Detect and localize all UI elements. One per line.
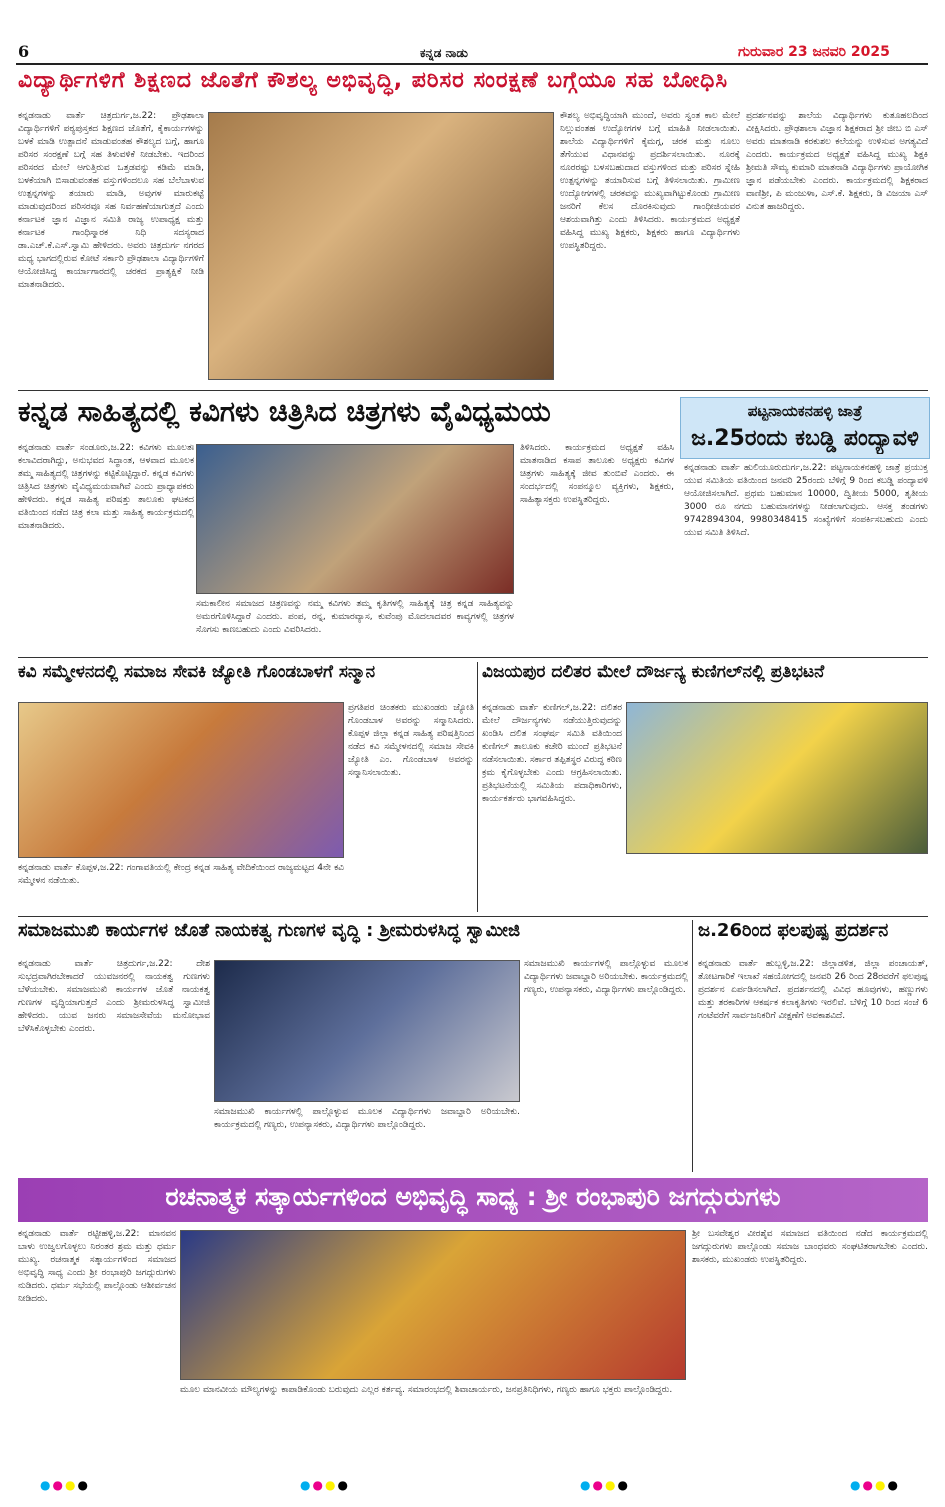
article-education-col1: ಕನ್ನಡನಾಡು ವಾರ್ತೆ ಚಿತ್ರದುರ್ಗ,ಜ.22: ಪ್ರೌಢಶಾಲಾ ವಿದ್ಯಾರ್ಥಿಗಳಿಗೆ ಪಠ್ಯಪುಸ್ತಕದ ಶಿಕ್ಷಣದ ಜೊತೆಗೆ, ಕೈಕಾರ್ಯಗಳನ್ನು ಬಳಕೆ ಮಾಡಿ ಉತ್ಪಾದನೆ ಮಾಡುವಂತಹ ಕೌಶಲ್ಯದ ಬಗ್ಗೆ, ಹಾಗೂ ಪರಿಸರ ಸಂರಕ್ಷಣೆ ಬಗ್ಗೆ ಸಹ ತಿಳುವಳಿಕೆ ನೀಡಬೇಕು. ಇದರಿಂದ ಪರಿಸರದ ಮೇಲೆ ಆಗುತ್ತಿರುವ ಒತ್ತಡವನ್ನು ಕಡಿಮೆ ಮಾಡಿ, ಬಳಕೆಯಾಗಿ ಬಿಸಾಡುವಂತಹ ವಸ್ತುಗಳಿಂದಲೂ ಸಹ ಬೆಲೆಬಾಳುವ ಉತ್ಪನ್ನಗಳನ್ನು ತಯಾರು ಮಾಡಿ, ಅವುಗಳ ಮಾರುಕಟ್ಟೆ ಮಾಡುವುದರಿಂದ ಪರಿಸರವೂ ಸಹ ನಿರ್ವಹಣೆಯಾಗುತ್ತದೆ ಎಂದು ಕರ್ನಾಟಕ ಜ್ಞಾನ ವಿಜ್ಞಾನ ಸಮಿತಿ ರಾಜ್ಯ ಉಪಾಧ್ಯಕ್ಷ ಮತ್ತು ಕರ್ನಾಟಕ ಗಾಂಧಿಸ್ಮಾರಕ ನಿಧಿ ಸದಸ್ಯರಾದ ಡಾ.ಎಚ್.ಕೆ.ಎಸ್.ಸ್ವಾಮಿ ಹೇಳಿದರು. ಅವರು ಚಿತ್ರದುರ್ಗ ನಗರದ ಮಧ್ಯ ಭಾಗದಲ್ಲಿರುವ ಕೋಟೆ ಸರ್ಕಾರಿ ಪ್ರೌಢಶಾಲಾ ವಿದ್ಯಾರ್ಥಿಗಳಿಗೆ ಆಯೋಜಿಸಿದ್ದ ಕಾರ್ಯಾಗಾರದಲ್ಲಿ ಚರಕದ ಪ್ರಾತ್ಯಕ್ಷಿಕೆ ನೀಡಿ ಮಾತನಾಡಿದರು. xyxy=(18,111,204,290)
masthead-rule xyxy=(16,63,928,65)
registration-dots-icon: ●●●● xyxy=(300,1478,350,1492)
article-education-col2: ಕೌಶಲ್ಯ ಅಭಿವೃದ್ಧಿಯಾಗಿ ಮುಂದೆ, ಅವರು ಸ್ವಂತ ಕಾಲ ಮೇಲೆ ನಿಲ್ಲುವಂತಹ ಉದ್ಯೋಗಗಳ ಬಗ್ಗೆ ಮಾಹಿತಿ ನೀಡಲಾಯಿತು. ಶಾಲೆಯ ವಿದ್ಯಾರ್ಥಿಗಳಿಗೆ ಕೈಮಗ್ಗ, ಚರಕ ಮತ್ತು ನೂಲು ತೆಗೆಯುವ ವಿಧಾನವನ್ನು ಪ್ರದರ್ಶಿಸಲಾಯಿತು. ನೂರಕ್ಕೆ ನೂರರಷ್ಟು ಬಳಸಬಹುದಾದ ವಸ್ತುಗಳಿಂದ ಮತ್ತು ಪರಿಸರ ಸ್ನೇಹಿ ಉತ್ಪನ್ನಗಳನ್ನು ತಯಾರಿಸುವ ಬಗ್ಗೆ ತಿಳಿಸಲಾಯಿತು. ಗ್ರಾಮೀಣ ಉದ್ಯೋಗಗಳಲ್ಲಿ ಚರಕವನ್ನು ಮುಖ್ಯವಾಗಿಟ್ಟುಕೊಂಡು ಗ್ರಾಮೀಣ ಜನರಿಗೆ ಕೆಲಸ ದೊರಕಿಸುವುದು ಗಾಂಧೀಜಿಯವರ ಆಶಯವಾಗಿತ್ತು ಎಂದು ತಿಳಿಸಿದರು. ಕಾರ್ಯಕ್ರಮದ ಅಧ್ಯಕ್ಷತೆ ವಹಿಸಿದ್ದ ಮುಖ್ಯ ಶಿಕ್ಷಕರು, ಶಿಕ್ಷಕರು ಹಾಗೂ ವಿದ್ಯಾರ್ಥಿಗಳು ಉಪಸ್ಥಿತರಿದ್ದರು. xyxy=(560,111,740,251)
article-literature-col3: ತಿಳಿಸಿದರು. ಕಾರ್ಯಕ್ರಮದ ಅಧ್ಯಕ್ಷತೆ ವಹಿಸಿ ಮಾತನಾಡಿದ ಕಸಾಪ ತಾಲೂಕು ಅಧ್ಯಕ್ಷರು ಕವಿಗಳ ಚಿತ್ರಗಳು ಸಾಹಿತ್ಯಕ್ಕೆ ಜೀವ ತುಂಬಿವೆ ಎಂದರು. ಈ ಸಂದರ್ಭದಲ್ಲಿ ಸಂಪನ್ಮೂಲ ವ್ಯಕ್ತಿಗಳು, ಶಿಕ್ಷಕರು, ಸಾಹಿತ್ಯಾಸಕ್ತರು ಉಪಸ್ಥಿತರಿದ್ದರು. xyxy=(520,443,674,505)
article-rambhapuri-col3: ಶ್ರೀ ಬಸವೇಶ್ವರ ವೀರಶೈವ ಸಮಾಜದ ವತಿಯಿಂದ ನಡೆದ ಕಾರ್ಯಕ್ರಮದಲ್ಲಿ ಜಗದ್ಗುರುಗಳು ಪಾಲ್ಗೊಂಡು ಸಮಾಜ ಬಾಂಧವರು ಸಂಘಟಿತರಾಗಬೇಕು ಎಂದರು. ಶಾಸಕರು, ಮುಖಂಡರು ಉಪಸ್ಥಿತರಿದ್ದರು. xyxy=(692,1229,928,1265)
article-flower-show: ಕನ್ನಡನಾಡು ವಾರ್ತೆ ಹುಬ್ಬಳ್ಳಿ,ಜ.22: ಜಿಲ್ಲಾಡಳಿತ, ಜಿಲ್ಲಾ ಪಂಚಾಯತ್, ತೋಟಗಾರಿಕೆ ಇಲಾಖೆ ಸಹಯೋಗದಲ್ಲಿ ಜನವರಿ 26 ರಿಂದ 28ರವರೆಗೆ ಫಲಪುಷ್ಪ ಪ್ರದರ್ಶನ ಏರ್ಪಡಿಸಲಾಗಿದೆ. ಪ್ರದರ್ಶನದಲ್ಲಿ ವಿವಿಧ ಹೂವುಗಳು, ಹಣ್ಣುಗಳು ಮತ್ತು ತರಕಾರಿಗಳ ಆಕರ್ಷಕ ಕಲಾಕೃತಿಗಳು ಇರಲಿವೆ. ಬೆಳಿಗ್ಗೆ 10 ರಿಂದ ಸಂಜೆ 6 ಗಂಟೆವರೆಗೆ ಸಾರ್ವಜನಿಕರಿಗೆ ವೀಕ್ಷಣೆಗೆ ಅವಕಾಶವಿದೆ. xyxy=(698,959,928,1021)
headline-flower-show: ಜ.26ರಿಂದ ಫಲಪುಷ್ಪ ಪ್ರದರ್ಶನ xyxy=(698,920,889,941)
divider xyxy=(477,662,478,912)
divider xyxy=(692,920,693,1172)
article-jyothi-col1: ಕನ್ನಡನಾಡು ವಾರ್ತೆ ಕೊಪ್ಪಳ,ಜ.22: ಗಂಗಾವತಿಯಲ್ಲಿ ಕೇಂದ್ರ ಕನ್ನಡ ಸಾಹಿತ್ಯ ವೇದಿಕೆಯಿಂದ ರಾಜ್ಯಮಟ್ಟದ 4ನೇ ಕವಿ ಸಮ್ಮೇಳನ ನಡೆಯಿತು. xyxy=(18,863,344,886)
photo-kunigal-protest xyxy=(626,702,928,854)
article-kunigal-col1: ಕನ್ನಡನಾಡು ವಾರ್ತೆ ಕುಣಿಗಲ್,ಜ.22: ದಲಿತರ ಮೇಲೆ ದೌರ್ಜನ್ಯಗಳು ನಡೆಯುತ್ತಿರುವುದನ್ನು ಖಂಡಿಸಿ ದಲಿತ ಸಂಘರ್ಷ ಸಮಿತಿ ವತಿಯಿಂದ ಕುಣಿಗಲ್ ತಾಲೂಕು ಕಚೇರಿ ಮುಂದೆ ಪ್ರತಿಭಟನೆ ನಡೆಸಲಾಯಿತು. ಸರ್ಕಾರ ತಪ್ಪಿತಸ್ಥರ ವಿರುದ್ಧ ಕಠಿಣ ಕ್ರಮ ಕೈಗೊಳ್ಳಬೇಕು ಎಂದು ಆಗ್ರಹಿಸಲಾಯಿತು. ಪ್ರತಿಭಟನೆಯಲ್ಲಿ ಸಮಿತಿಯ ಪದಾಧಿಕಾರಿಗಳು, ಕಾರ್ಯಕರ್ತರು ಭಾಗವಹಿಸಿದ್ದರು. xyxy=(482,703,622,804)
headline-rambhapuri: ರಚನಾತ್ಮಕ ಸತ್ಕಾರ್ಯಗಳಿಂದ ಅಭಿವೃದ್ಧಿ ಸಾಧ್ಯ : ಶ್ರೀ ರಂಭಾಪುರಿ ಜಗದ್ಗುರುಗಳು xyxy=(165,1182,781,1211)
issue-date: ಗುರುವಾರ 23 ಜನವರಿ 2025 xyxy=(738,44,890,60)
registration-dots-icon: ●●●● xyxy=(850,1478,900,1492)
article-leadership-col1: ಕನ್ನಡನಾಡು ವಾರ್ತೆ ಚಿತ್ರದುರ್ಗ,ಜ.22: ದೇಶ ಸುಭದ್ರವಾಗಿರಬೇಕಾದರೆ ಯುವಜನರಲ್ಲಿ ನಾಯಕತ್ವ ಗುಣಗಳು ಬೆಳೆಯಬೇಕು. ಸಮಾಜಮುಖಿ ಕಾರ್ಯಗಳ ಜೊತೆ ನಾಯಕತ್ವ ಗುಣಗಳ ವೃದ್ಧಿಯಾಗುತ್ತದೆ ಎಂದು ಶ್ರೀಮರುಳಸಿದ್ಧ ಸ್ವಾಮೀಜಿ ಹೇಳಿದರು. ಯುವ ಜನರು ಸಮಾಜಸೇವೆಯ ಮನೋಭಾವ ಬೆಳೆಸಿಕೊಳ್ಳಬೇಕು ಎಂದರು. xyxy=(18,959,210,1034)
divider xyxy=(18,390,928,391)
article-literature-col2: ಸಮಕಾಲೀನ ಸಮಾಜದ ಚಿತ್ರಣವನ್ನು ನಮ್ಮ ಕವಿಗಳು ತಮ್ಮ ಕೃತಿಗಳಲ್ಲಿ ಸಾಹಿತ್ಯಕ್ಕೆ ಚಿತ್ರ ಕನ್ನಡ ಸಾಹಿತ್ಯವನ್ನು ಅಮರಗೊಳಿಸಿದ್ದಾರೆ ಎಂದರು. ಪಂಪ, ರನ್ನ, ಕುಮಾರವ್ಯಾಸ, ಕುವೆಂಪು ಮೊದಲಾದವರ ಕಾವ್ಯಗಳಲ್ಲಿ ಚಿತ್ರಗಳ ಸೊಗಸು ಕಾಣಬಹುದು ಎಂದು ವಿವರಿಸಿದರು. xyxy=(196,599,514,635)
paper-name: ಕನ್ನಡ ನಾಡು xyxy=(420,46,468,60)
photo-jyothi-honour xyxy=(18,702,344,858)
article-leadership-col3: ಸಮಾಜಮುಖಿ ಕಾರ್ಯಗಳಲ್ಲಿ ಪಾಲ್ಗೊಳ್ಳುವ ಮೂಲಕ ವಿದ್ಯಾರ್ಥಿಗಳು ಜವಾಬ್ದಾರಿ ಅರಿಯಬೇಕು. ಕಾರ್ಯಕ್ರಮದಲ್ಲಿ ಗಣ್ಯರು, ಉಪನ್ಯಾಸಕರು, ವಿದ್ಯಾರ್ಥಿಗಳು ಪಾಲ್ಗೊಂಡಿದ್ದರು. xyxy=(524,959,688,995)
headline-education: ವಿದ್ಯಾರ್ಥಿಗಳಿಗೆ ಶಿಕ್ಷಣದ ಜೊತೆಗೆ ಕೌಶಲ್ಯ ಅಭಿವೃದ್ಧಿ, ಪರಿಸರ ಸಂರಕ್ಷಣೆ ಬಗ್ಗೆಯೂ ಸಹ ಬೋಧಿಸಿ xyxy=(18,68,729,93)
headline-leadership: ಸಮಾಜಮುಖಿ ಕಾರ್ಯಗಳ ಜೊತೆ ನಾಯಕತ್ವ ಗುಣಗಳ ವೃದ್ಧಿ : ಶ್ರೀಮರುಳಸಿದ್ಧ ಸ್ವಾಮೀಜಿ xyxy=(18,920,521,941)
divider xyxy=(18,657,928,658)
headline-jyothi-honour: ಕವಿ ಸಮ್ಮೇಳನದಲ್ಲಿ ಸಮಾಜ ಸೇವಕಿ ಜ್ಯೋತಿ ಗೊಂಡಬಾಳಗೆ ಸನ್ಮಾನ xyxy=(18,662,376,682)
article-rambhapuri-col2: ಮೂಲ ಮಾನವೀಯ ಮೌಲ್ಯಗಳನ್ನು ಕಾಪಾಡಿಕೊಂಡು ಬರುವುದು ಎಲ್ಲರ ಕರ್ತವ್ಯ. ಸಮಾರಂಭದಲ್ಲಿ ಶಿವಾಚಾರ್ಯರು, ಜನಪ್ರತಿನಿಧಿಗಳು, ಗಣ್ಯರು ಹಾಗೂ ಭಕ್ತರು ಪಾಲ್ಗೊಂಡಿದ್ದರು. xyxy=(180,1385,673,1395)
headline-kannada-literature: ಕನ್ನಡ ಸಾಹಿತ್ಯದಲ್ಲಿ ಕವಿಗಳು ಚಿತ್ರಿಸಿದ ಚಿತ್ರಗಳು ವೈವಿಧ್ಯಮಯ xyxy=(18,395,551,428)
registration-dots-icon: ●●●● xyxy=(580,1478,630,1492)
article-leadership-col2: ಸಮಾಜಮುಖಿ ಕಾರ್ಯಗಳಲ್ಲಿ ಪಾಲ್ಗೊಳ್ಳುವ ಮೂಲಕ ವಿದ್ಯಾರ್ಥಿಗಳು ಜವಾಬ್ದಾರಿ ಅರಿಯಬೇಕು. ಕಾರ್ಯಕ್ರಮದಲ್ಲಿ ಗಣ್ಯರು, ಉಪನ್ಯಾಸಕರು, ವಿದ್ಯಾರ್ಥಿಗಳು ಪಾಲ್ಗೊಂಡಿದ್ದರು. xyxy=(214,1107,520,1130)
article-jyothi-col2: ಪ್ರಗತಿಪರ ಚಿಂತಕರು ಮುಖಂಡರು ಜ್ಯೋತಿ ಗೊಂಡಬಾಳ ಅವರನ್ನು ಸನ್ಮಾನಿಸಿದರು. ಕೊಪ್ಪಳ ಜಿಲ್ಲಾ ಕನ್ನಡ ಸಾಹಿತ್ಯ ಪರಿಷತ್ತಿನಿಂದ ನಡೆದ ಕವಿ ಸಮ್ಮೇಳನದಲ್ಲಿ ಸಮಾಜ ಸೇವಕಿ ಜ್ಯೋತಿ ಎಂ. ಗೊಂಡಬಾಳ ಅವರನ್ನು ಸನ್ಮಾನಿಸಲಾಯಿತು. xyxy=(348,703,474,778)
divider xyxy=(18,916,928,917)
article-literature-col1: ಕನ್ನಡನಾಡು ವಾರ್ತೆ ಸಂಡೂರು,ಜ.22: ಕವಿಗಳು ಮೂಲತಃ ಕಲಾವಿದರಾಗಿದ್ದು, ಅನುಭವದ ಸಿದ್ಧಾಂತ, ಆಳವಾದ ಮೂಲಕ ತಮ್ಮ ಸಾಹಿತ್ಯದಲ್ಲಿ ಚಿತ್ರಗಳನ್ನು ಕಟ್ಟಿಕೊಟ್ಟಿದ್ದಾರೆ. ಕನ್ನಡ ಕವಿಗಳು ಚಿತ್ರಿಸಿದ ಚಿತ್ರಗಳು ವೈವಿಧ್ಯಮಯವಾಗಿವೆ ಎಂದು ಪ್ರಾಧ್ಯಾಪಕರು ಹೇಳಿದರು. ಕನ್ನಡ ಸಾಹಿತ್ಯ ಪರಿಷತ್ತು ತಾಲೂಕು ಘಟಕದ ವತಿಯಿಂದ ನಡೆದ ಚಿತ್ರ ಕಲಾ ಮತ್ತು ಸಾಹಿತ್ಯ ಕಾರ್ಯಕ್ರಮದಲ್ಲಿ ಮಾತನಾಡಿದರು. xyxy=(18,443,194,531)
kabaddi-box-headline: ಜ.25ರಂದು ಕಬಡ್ಡಿ ಪಂದ್ಯಾವಳಿ xyxy=(691,426,919,451)
photo-leadership-event xyxy=(214,960,520,1102)
headline-kunigal-protest: ವಿಜಯಪುರ ದಲಿತರ ಮೇಲೆ ದೌರ್ಜನ್ಯ ಕುಣಿಗಲ್‌ನಲ್ಲಿ ಪ್ರತಿಭಟನೆ xyxy=(482,662,825,682)
photo-charaka-demo xyxy=(208,112,554,380)
registration-dots-icon: ●●●● xyxy=(40,1478,90,1492)
article-education-col3: ಪ್ರದರ್ಶನವನ್ನು ಶಾಲೆಯ ವಿದ್ಯಾರ್ಥಿಗಳು ಕುತೂಹಲದಿಂದ ವೀಕ್ಷಿಸಿದರು. ಪ್ರೌಢಶಾಲಾ ವಿಜ್ಞಾನ ಶಿಕ್ಷಕರಾದ ಶ್ರೀ ಜೀಬ ಬಿ ಎಸ್ ಅವರು ಮಾತನಾಡಿ ಕರಕುಶಲ ಕಲೆಯನ್ನು ಉಳಿಸುವ ಅಗತ್ಯವಿದೆ ಎಂದರು. ಕಾರ್ಯಕ್ರಮದ ಅಧ್ಯಕ್ಷತೆ ವಹಿಸಿದ್ದ ಮುಖ್ಯ ಶಿಕ್ಷಕಿ ಶ್ರೀಮತಿ ಸೌಮ್ಯ ಕುಮಾರಿ ಮಾತನಾಡಿ ವಿದ್ಯಾರ್ಥಿಗಳು ಪ್ರಾಯೋಗಿಕ ಜ್ಞಾನ ಪಡೆಯಬೇಕು ಎಂದರು. ಕಾರ್ಯಕ್ರಮದಲ್ಲಿ ಶಿಕ್ಷಕರಾದ ವಾಣಿಶ್ರೀ, ಪಿ ಮಂಜುಳಾ, ಎಸ್.ಕೆ. ಶಿಕ್ಷಕರು, ಡಿ ವಿಜಯಾ ಎಸ್ ವಿನುತ ಹಾಜರಿದ್ದರು. xyxy=(746,111,928,212)
photo-literature-stage xyxy=(196,444,514,594)
article-kabaddi: ಕನ್ನಡನಾಡು ವಾರ್ತೆ ಹುಲಿಯೂರುದುರ್ಗ,ಜ.22: ಪಟ್ಟನಾಯಕನಹಳ್ಳಿ ಜಾತ್ರೆ ಪ್ರಯುಕ್ತ ಯುವ ಸಮಿತಿಯ ವತಿಯಿಂದ ಜನವರಿ 25ರಂದು ಬೆಳಿಗ್ಗೆ 9 ರಿಂದ ಕಬಡ್ಡಿ ಪಂದ್ಯಾವಳಿ ಆಯೋಜಿಸಲಾಗಿದೆ. ಪ್ರಥಮ ಬಹುಮಾನ 10000, ದ್ವಿತೀಯ 5000, ತೃತೀಯ 3000 ರೂ ನಗದು ಬಹುಮಾನಗಳನ್ನು ನೀಡಲಾಗುವುದು. ಆಸಕ್ತ ತಂಡಗಳು 9742894304, 9980348415 ಸಂಖ್ಯೆಗಳಿಗೆ ಸಂಪರ್ಕಿಸಬಹುದು ಎಂದು ಯುವ ಸಮಿತಿ ತಿಳಿಸಿದೆ. xyxy=(684,463,928,538)
kabaddi-box-title: ಪಟ್ಟನಾಯಕನಹಳ್ಳಿ ಜಾತ್ರೆ xyxy=(747,402,863,420)
photo-rambhapuri-event xyxy=(180,1230,686,1380)
page-number: 6 xyxy=(18,42,30,61)
article-rambhapuri-col1: ಕನ್ನಡನಾಡು ವಾರ್ತೆ ರಟ್ಟೀಹಳ್ಳಿ,ಜ.22: ಮಾನವನ ಬಾಳು ಉಜ್ವಲಗೊಳ್ಳಲು ನಿರಂತರ ಶ್ರಮ ಮತ್ತು ಧರ್ಮ ಮುಖ್ಯ. ರಚನಾತ್ಮಕ ಸತ್ಕಾರ್ಯಗಳಿಂದ ಸಮಾಜದ ಅಭಿವೃದ್ಧಿ ಸಾಧ್ಯ ಎಂದು ಶ್ರೀ ರಂಭಾಪುರಿ ಜಗದ್ಗುರುಗಳು ನುಡಿದರು. ಧರ್ಮ ಸಭೆಯಲ್ಲಿ ಪಾಲ್ಗೊಂಡು ಆಶೀರ್ವಚನ ನೀಡಿದರು. xyxy=(18,1229,176,1304)
